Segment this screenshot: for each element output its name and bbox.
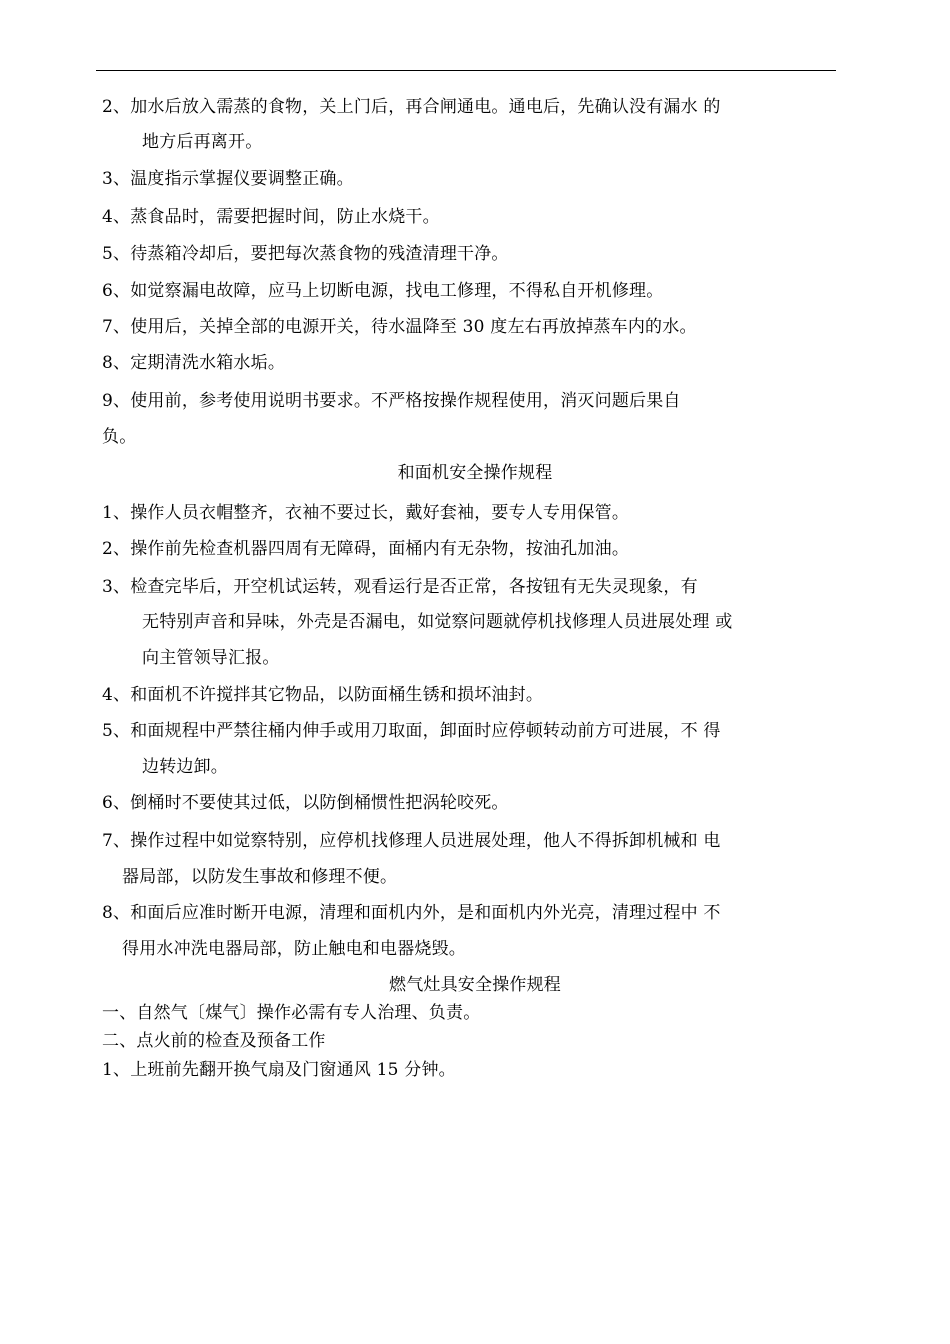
mixer-item-6: 6、倒桶时不要使其过低，以防倒桶惯性把涡轮咬死。 [102, 793, 509, 813]
mixer-item-3-line-3: 向主管领导汇报。 [142, 648, 280, 668]
gas-item-3: 1、上班前先翻开换气扇及门窗通风 15 分钟。 [102, 1060, 456, 1080]
gas-item-2: 二、点火前的检查及预备工作 [102, 1031, 326, 1051]
steamer-item-4: 4、蒸食品时，需要把握时间，防止水烧干。 [102, 207, 440, 227]
mixer-section-title: 和面机安全操作规程 [397, 463, 553, 483]
steamer-item-9-line-1: 9、使用前，参考使用说明书要求。不严格按操作规程使用，消灭问题后果自 [102, 391, 681, 411]
mixer-item-7-line-1: 7、操作过程中如觉察特别，应停机找修理人员进展处理，他人不得拆卸机械和 电 [102, 831, 721, 851]
steamer-item-2-line-1: 2、加水后放入需蒸的食物，关上门后，再合闸通电。通电后，先确认没有漏水 的 [102, 97, 721, 117]
steamer-item-6: 6、如觉察漏电故障，应马上切断电源，找电工修理，不得私自开机修理。 [102, 281, 664, 301]
mixer-item-8-line-2: 得用水冲洗电器局部，防止触电和电器烧毁。 [122, 939, 466, 959]
gas-section-title: 燃气灶具安全操作规程 [389, 975, 561, 995]
steamer-item-9-line-2: 负。 [102, 427, 137, 447]
gas-item-1: 一、自然气〔煤气〕操作必需有专人治理、负责。 [102, 1003, 481, 1023]
mixer-item-1: 1、操作人员衣帽整齐，衣袖不要过长，戴好套袖，要专人专用保管。 [102, 503, 630, 523]
steamer-item-5: 5、待蒸箱冷却后，要把每次蒸食物的残渣清理干净。 [102, 244, 509, 264]
mixer-item-8-line-1: 8、和面后应准时断开电源，清理和面机内外，是和面机内外光亮，清理过程中 不 [102, 903, 721, 923]
mixer-item-5-line-2: 边转边卸。 [142, 757, 228, 777]
mixer-item-7-line-2: 器局部，以防发生事故和修理不便。 [122, 867, 398, 887]
mixer-item-3-line-1: 3、检查完毕后，开空机试运转，观看运行是否正常，各按钮有无失灵现象，有 [102, 577, 698, 597]
header-rule [96, 70, 836, 71]
mixer-item-3-line-2: 无特别声音和异味，外壳是否漏电，如觉察问题就停机找修理人员进展处理 或 [142, 612, 733, 632]
steamer-item-2-line-2: 地方后再离开。 [142, 132, 263, 152]
steamer-item-8: 8、定期清洗水箱水垢。 [102, 353, 286, 373]
mixer-item-4: 4、和面机不许搅拌其它物品，以防面桶生锈和损坏油封。 [102, 685, 544, 705]
mixer-item-5-line-1: 5、和面规程中严禁往桶内伸手或用刀取面，卸面时应停顿转动前方可进展，不 得 [102, 721, 721, 741]
steamer-item-3: 3、温度指示掌握仪要调整正确。 [102, 169, 354, 189]
mixer-item-2: 2、操作前先检查机器四周有无障碍，面桶内有无杂物，按油孔加油。 [102, 539, 630, 559]
steamer-item-7: 7、使用后，关掉全部的电源开关，待水温降至 30 度左右再放掉蒸车内的水。 [102, 317, 697, 337]
